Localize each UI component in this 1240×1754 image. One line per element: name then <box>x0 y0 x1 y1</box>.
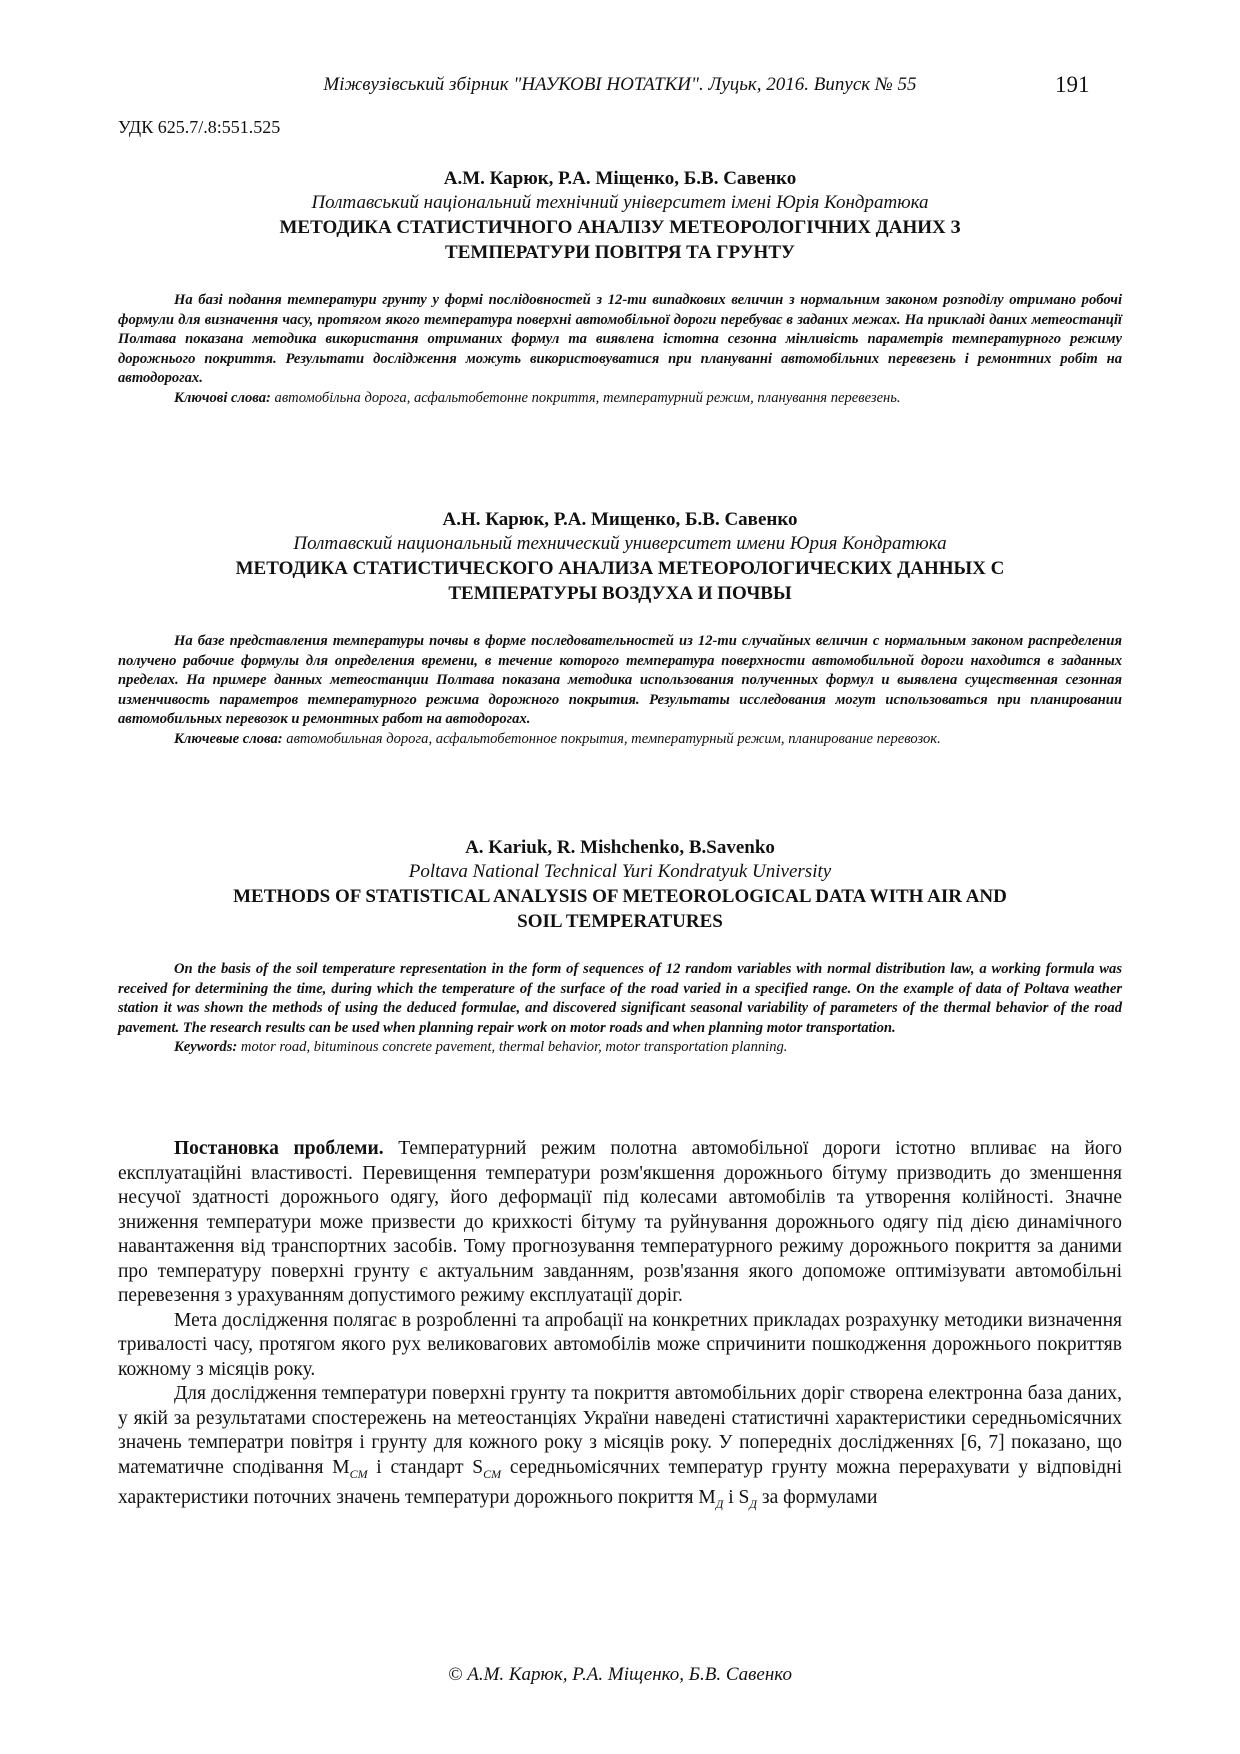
uk-title-line1: МЕТОДИКА СТАТИСТИЧНОГО АНАЛІЗУ МЕТЕОРОЛОГІЧНИХ ДАНИХ З <box>279 217 961 238</box>
ru-authors: А.Н. Карюк, Р.А. Мищенко, Б.В. Савенко <box>442 509 798 530</box>
p3-part-a: Для дослідження температури поверхні грунту та покриття автомобільних доріг створена електронна база даних, у якій за результатами спостережень на метеостанціях України наведені статистичні характеристики середньомісячних значень температри повітря і грунту для кожного року з місяців року. У попередніх дослідженнях [6, 7] показано, що математичне сподівання M <box>118 1383 1122 1478</box>
p3-sub-2: CM <box>483 1466 502 1481</box>
en-title-line1: METHODS OF STATISTICAL ANALYSIS OF METEOROLOGICAL DATA WITH AIR AND <box>233 886 1007 907</box>
uk-abstract: На базі подання температури грунту у формі послідовностей з 12-ти випадкових величин з нормальним законом розподілу отримано робочі формули для визначення часу, протягом якого температура поверхні автомобільної дороги перебуває в заданих межах. На прикладі даних метеостанції Полтава показана методика використання отриманих формул та виявлена істотна сезонна мінливість параметрів температурного режиму дорожнього покриття. Результати дослідження можуть використовуватися при плануванні автомобільних перевезень і ремонтних робіт на автодорогах. <box>118 292 1122 386</box>
main-body <box>118 1137 1122 1516</box>
body-paragraph-1-text: Температурний режим полотна автомобільної дороги істотно впливає на його експлуатаційні властивості. Перевищення температури розм'якшення дорожнього бітуму призводить до зменшення несучої здатності дорожнього одягу, його деформації під колесами автомобілів та утворення колійності. Значне зниження температури може призвести до крихкості бітуму та руйнування дорожнього одягу під дією динамічного навантаження від транспортних засобів. Тому прогнозування температурного режиму дорожнього покриття за даними про температуру поверхні грунту є актуальним завданням, розв'язання якого допоможе оптимізувати автомобільні перевезення з урахуванням допустимого режиму експлуатації доріг. <box>118 1138 1122 1306</box>
ru-title-line2: ТЕМПЕРАТУРЫ ВОЗДУХА И ПОЧВЫ <box>448 583 792 604</box>
uk-authors: А.М. Карюк, Р.А. Міщенко, Б.В. Савенко <box>443 168 797 189</box>
uk-keywords-label: Ключові слова: <box>174 389 271 406</box>
p3-sub-1: CM <box>349 1466 368 1481</box>
ru-affiliation: Полтавский национальный технический университет имени Юрия Кондратюка <box>293 533 947 554</box>
ru-keywords-text: автомобильная дорога, асфальтобетонное покрытия, температурный режим, планирование перевозок. <box>286 730 941 747</box>
p3-part-b: і стандарт S <box>367 1456 484 1478</box>
ru-keywords <box>118 730 1122 750</box>
p3-sub-3: Д <box>715 1496 724 1511</box>
ru-keywords-label: Ключевые слова: <box>174 730 283 747</box>
en-authors: A. Kariuk, R. Mishchenko, B.Savenko <box>465 837 775 858</box>
en-affiliation: Poltava National Technical Yuri Kondratyuk University <box>408 861 832 882</box>
ukrainian-section <box>118 166 1122 408</box>
p3-part-d: і S <box>723 1486 750 1508</box>
body-paragraph-2: Мета дослідження полягає в розробленні та апробації на конкретних прикладах розрахунку методики визначення тривалості часу, протягом якого рух великовагових автомобілів може спричинити пошкодження дорожнього покриттяв кожному з місяців року. <box>118 1309 1122 1380</box>
udc-code: УДК 625.7/.8:551.525 <box>118 117 281 137</box>
russian-section <box>118 507 1122 749</box>
uk-keywords-text: автомобільна дорога, асфальтобетонне покриття, температурний режим, планування перевезень. <box>274 389 901 406</box>
copyright-footer: © А.М. Карюк, Р.А. Міщенко, Б.В. Савенко <box>448 1664 792 1685</box>
uk-title-line2: ТЕМПЕРАТУРИ ПОВІТРЯ ТА ГРУНТУ <box>445 242 795 263</box>
ru-abstract: На базе представления температуры почвы в форме последовательностей из 12-ти случайных величин с нормальным законом распределения получено рабочие формулы для определения времени, в течение которого температура поверхности автомобильной дороги находится в заданных пределах. На примере данных метеостанции Полтава показана методика использования полученных формул и выявлена существенная сезонная изменчивость параметров температурного режима дорожного покрытия. Результаты исследования могут использоваться при планировании автомобильных перевозок и ремонтных работ на автодорогах. <box>118 633 1122 727</box>
running-header: Міжвузівський збірник "НАУКОВІ НОТАТКИ". Луцьк, 2016. Випуск № 55 <box>323 74 917 95</box>
body-paragraph-1 <box>118 1137 1122 1309</box>
p3-part-e: за формулами <box>757 1486 878 1508</box>
en-abstract: On the basis of the soil temperature representation in the form of sequences of 12 random variables with normal distribution law, a working formula was received for determining the time, during which the temperature of the surface of the road varied in a specified range. On the example of data of Poltava weather station it was shown the methods of using the deduced formulae, and discovered significant seasonal variability of parameters of the thermal behavior of the road pavement. The research results can be used when planning repair work on motor roads and when planning motor transportation. <box>118 961 1122 1036</box>
p3-sub-4: Д <box>749 1496 758 1511</box>
uk-keywords <box>118 389 1122 409</box>
en-title-line2: SOIL TEMPERATURES <box>517 911 723 932</box>
en-keywords <box>118 1038 1122 1058</box>
p3-part-c: середньомісячних температур грунту можна перерахувати у відповідні характеристики поточних значень температури дорожнього покриття M <box>118 1456 1122 1508</box>
english-section <box>118 835 1122 1058</box>
uk-affiliation: Полтавський національний технічний університет імені Юрія Кондратюка <box>311 192 929 213</box>
body-paragraph-3 <box>118 1382 1122 1516</box>
page-number: 191 <box>1055 72 1090 97</box>
en-keywords-text: motor road, bituminous concrete pavement, thermal behavior, motor transportation planning. <box>240 1039 788 1055</box>
en-keywords-label: Keywords: <box>174 1039 238 1055</box>
ru-title-line1: МЕТОДИКА СТАТИСТИЧЕСКОГО АНАЛИЗА МЕТЕОРОЛОГИЧЕСКИХ ДАННЫХ С <box>235 558 1005 579</box>
section-heading: Постановка проблеми. <box>174 1138 384 1159</box>
